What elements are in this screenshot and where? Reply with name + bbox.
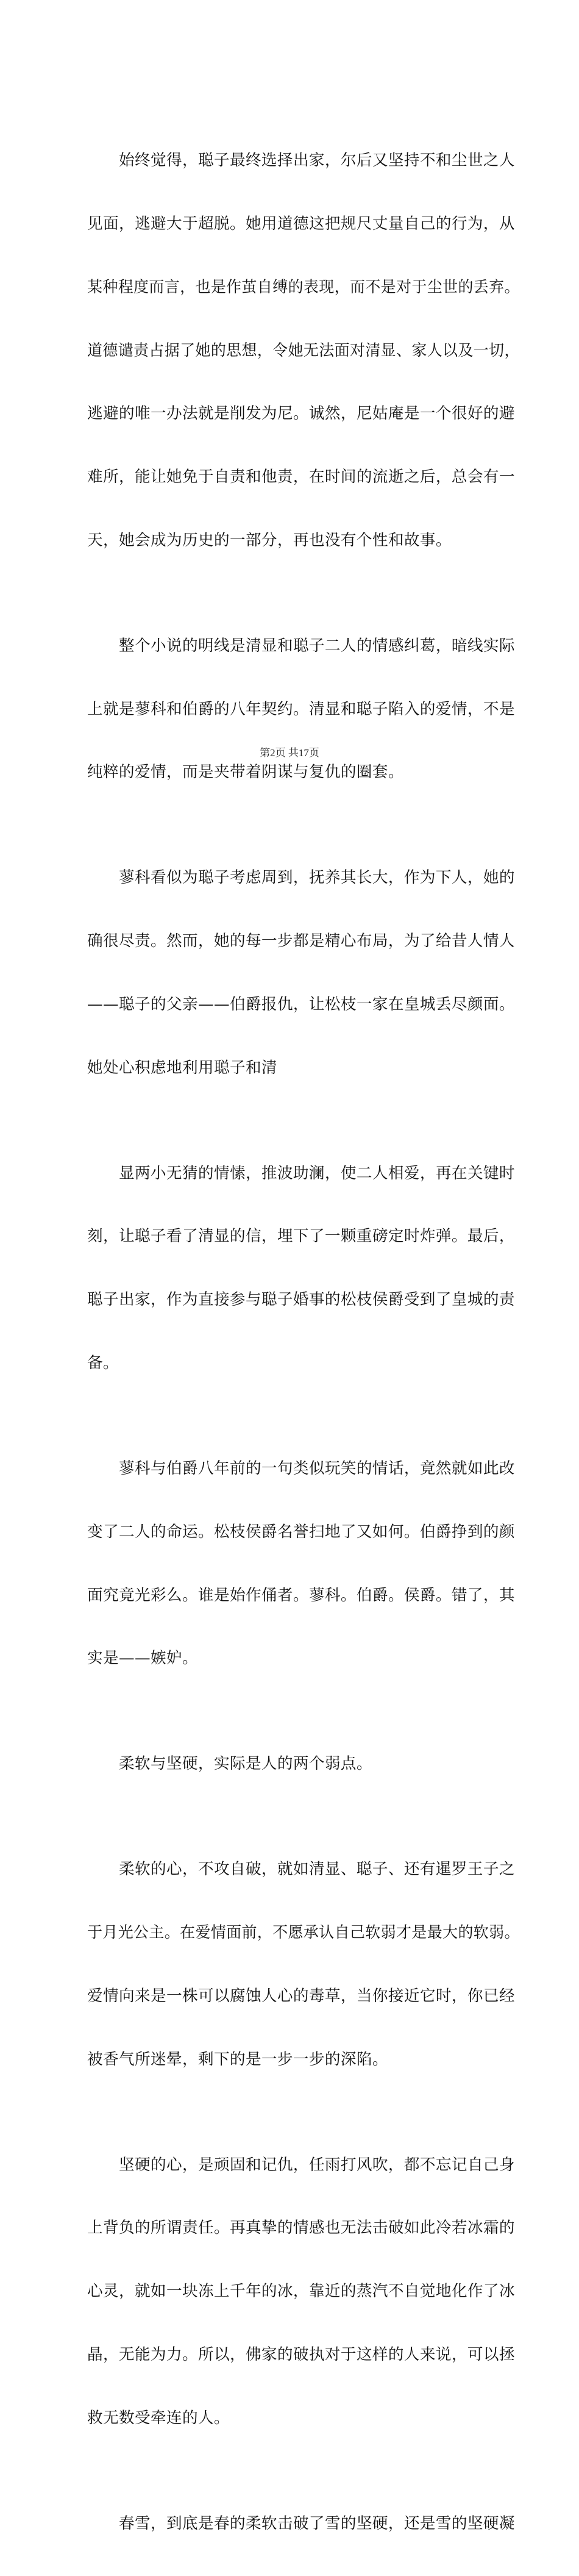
text-line: 显两小无猜的情愫，推波助澜，使二人相爱，再在关键时 [87, 1163, 520, 1184]
text-line: 道德谴责占据了她的思想，令她无法面对清显、家人以及一切， [87, 340, 520, 362]
paragraph [87, 2112, 520, 2470]
text-line: 她处心积虑地利用聪子和清 [87, 1057, 520, 1079]
text-line: 被香气所迷晕，剩下的是一步一步的深陷。 [87, 2049, 520, 2070]
text-line: 坚硬的心，是顽固和记仇，任雨打风吹，都不忘记自己身 [87, 2155, 520, 2176]
text-line: 见面，逃避大于超脱。她用道德这把规尺丈量自己的行为，从 [87, 213, 520, 235]
paragraph [87, 2471, 520, 2576]
text-line: 始终觉得，聪子最终选择出家，尔后又坚持不和尘世之人 [87, 150, 520, 171]
text-line: 某种程度而言，也是作茧自缚的表现，而不是对于尘世的丢弃。 [87, 277, 520, 298]
paragraph [87, 1711, 520, 1817]
text-line: 爱情向来是一株可以腐蚀人心的毒草，当你接近它时，你已经 [87, 1986, 520, 2007]
text-line: 刻，让聪子看了清显的信，埋下了一颗重磅定时炸弹。最后， [87, 1226, 520, 1247]
document-body [87, 108, 520, 2576]
text-line: 面究竟光彩么。谁是始作俑者。蓼科。伯爵。侯爵。错了，其 [87, 1585, 520, 1606]
text-line: 上就是蓼科和伯爵的八年契约。清显和聪子陷入的爱情，不是 [87, 699, 520, 720]
text-line: 备。 [87, 1353, 520, 1374]
text-line: 确很尽责。然而，她的每一步都是精心布局，为了给昔人情人 [87, 931, 520, 952]
text-line: 晶，无能为力。所以，佛家的破执对于这样的人来说，可以拯 [87, 2344, 520, 2366]
text-line: 变了二人的命运。松枝侯爵名誉扫地了又如何。伯爵挣到的颜 [87, 1522, 520, 1543]
text-line: 上背负的所谓责任。再真挚的情感也无法击破如此冷若冰霜的 [87, 2217, 520, 2239]
paragraph [87, 825, 520, 1120]
document-page [0, 0, 579, 820]
text-line: 救无数受牵连的人。 [87, 2408, 520, 2429]
text-line: ——聪子的父亲——伯爵报仇，让松枝一家在皇城丢尽颜面。 [87, 994, 520, 1015]
text-line: 蓼科看似为聪子考虑周到，抚养其长大，作为下人，她的 [87, 867, 520, 889]
text-line: 逃避的唯一办法就是削发为尼。诚然，尼姑庵是一个很好的避 [87, 403, 520, 424]
paragraph [87, 1817, 520, 2112]
text-line: 实是——嫉妒。 [87, 1648, 520, 1669]
paragraph [87, 1416, 520, 1711]
text-line: 蓼科与伯爵八年前的一句类似玩笑的情话，竟然就如此改 [87, 1458, 520, 1479]
paragraph [87, 108, 520, 593]
text-line: 柔软的心，不攻自破，就如清显、聪子、还有暹罗王子之 [87, 1859, 520, 1880]
text-line: 于月光公主。在爱情面前，不愿承认自己软弱才是最大的软弱。 [87, 1922, 520, 1944]
text-line: 难所，能让她免于自责和他责，在时间的流逝之后，总会有一 [87, 467, 520, 488]
text-line: 柔软与坚硬，实际是人的两个弱点。 [87, 1753, 520, 1775]
text-line: 天，她会成为历史的一部分，再也没有个性和故事。 [87, 530, 520, 551]
text-line: 纯粹的爱情，而是夹带着阴谋与复仇的圈套。 [87, 762, 520, 783]
page-number-footer: 第2页 共17页 [0, 744, 579, 759]
text-line: 整个小说的明线是清显和聪子二人的情感纠葛，暗线实际 [87, 635, 520, 657]
paragraph [87, 593, 520, 826]
text-line: 心灵，就如一块冻上千年的冰，靠近的蒸汽不自觉地化作了冰 [87, 2281, 520, 2302]
text-line: 春雪，到底是春的柔软击破了雪的坚硬，还是雪的坚硬凝 [87, 2513, 520, 2535]
paragraph [87, 1121, 520, 1416]
text-line: 聪子出家，作为直接参与聪子婚事的松枝侯爵受到了皇城的责 [87, 1289, 520, 1311]
